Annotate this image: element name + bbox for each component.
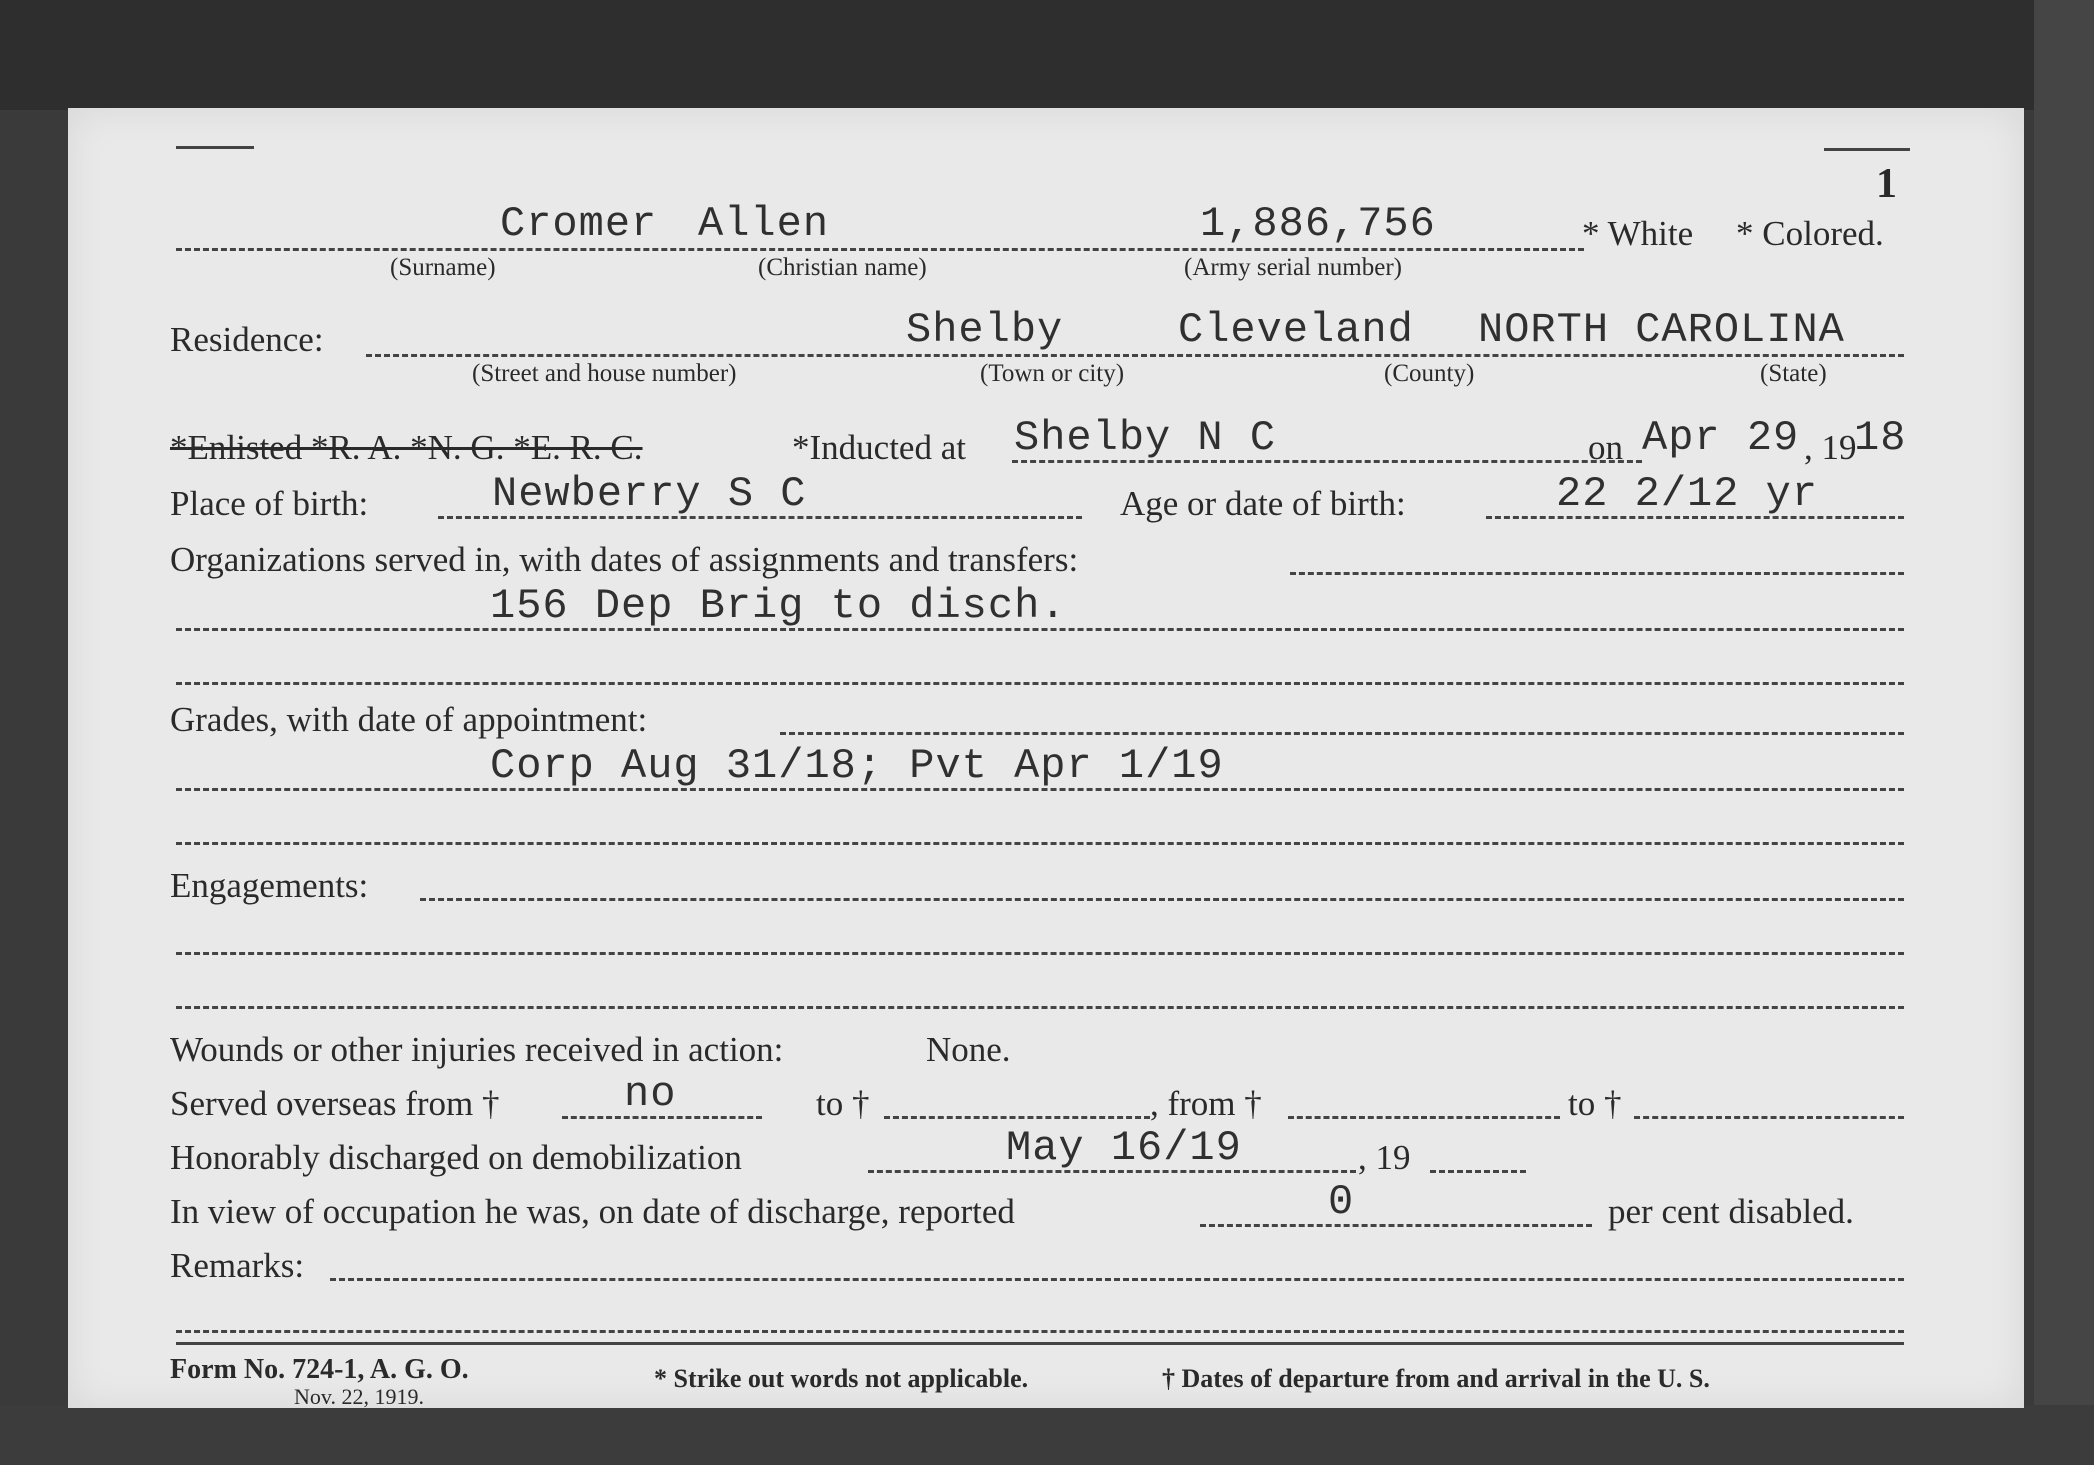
engagements-line-1 <box>420 898 1904 901</box>
form-date: Nov. 22, 1919. <box>294 1384 424 1409</box>
age-label: Age or date of birth: <box>1120 484 1406 523</box>
disability-suffix: per cent disabled. <box>1608 1192 1854 1231</box>
form-number: Form No. 724-1, A. G. O. <box>170 1354 469 1385</box>
state-caption: (State) <box>1760 360 1827 387</box>
wounds-value: None. <box>926 1030 1011 1069</box>
overseas-to2-line <box>1634 1116 1904 1119</box>
inducted-at-label: *Inducted at <box>792 428 966 467</box>
surname-value: Cromer <box>500 200 658 248</box>
grades-line-3 <box>176 842 1904 845</box>
name-line <box>176 248 1584 251</box>
surname-caption: (Surname) <box>390 254 496 281</box>
wounds-label: Wounds or other injuries received in action: <box>170 1030 784 1069</box>
organizations-line-3 <box>176 682 1904 685</box>
county-caption: (County) <box>1384 360 1475 387</box>
card-number: 1 <box>1876 161 1897 207</box>
served-overseas-label: Served overseas from † <box>170 1084 500 1123</box>
residence-line <box>366 354 1904 357</box>
discharge-label: Honorably discharged on demobilization <box>170 1138 742 1177</box>
service-record-card <box>68 108 2024 1408</box>
street-caption: (Street and house number) <box>472 360 737 387</box>
christian-name-value: Allen <box>698 200 830 248</box>
remarks-label: Remarks: <box>170 1246 305 1285</box>
engagements-line-3 <box>176 1006 1904 1009</box>
engagements-label: Engagements: <box>170 866 369 905</box>
grades-label: Grades, with date of appointment: <box>170 700 648 739</box>
overseas-value: no <box>624 1070 677 1118</box>
town-caption: (Town or city) <box>980 360 1125 387</box>
footer-rule <box>176 1342 1904 1345</box>
discharge-year-line <box>1430 1170 1526 1173</box>
age-value: 22 2/12 yr <box>1556 470 1819 518</box>
serial-caption: (Army serial number) <box>1184 254 1402 281</box>
grades-value: Corp Aug 31/18; Pvt Apr 1/19 <box>490 742 1224 790</box>
remarks-line-1 <box>330 1278 1904 1281</box>
place-of-birth-value: Newberry S C <box>492 470 807 518</box>
residence-state: NORTH CAROLINA <box>1478 306 1845 354</box>
scan-background-top <box>0 0 2094 110</box>
discharge-date: May 16/19 <box>1006 1124 1242 1172</box>
discharge-year-prefix: , 19 <box>1358 1138 1411 1177</box>
top-right-rule <box>1824 148 1910 151</box>
place-of-birth-label: Place of birth: <box>170 484 369 523</box>
disability-value: 0 <box>1328 1178 1355 1226</box>
induction-year: 18 <box>1854 414 1907 462</box>
strike-out-note: * Strike out words not applicable. <box>654 1364 1029 1393</box>
colored-option: * Colored. <box>1736 214 1884 253</box>
disability-label: In view of occupation he was, on date of discharge, reported <box>170 1192 1015 1231</box>
serial-number-value: 1,886,756 <box>1200 200 1436 248</box>
residence-label: Residence: <box>170 320 324 359</box>
induction-year-prefix: , 19 <box>1804 428 1857 467</box>
induction-date: Apr 29 <box>1642 414 1800 462</box>
grades-line-1 <box>780 732 1904 735</box>
residence-county: Cleveland <box>1178 306 1414 354</box>
overseas-to-label: to † <box>816 1084 870 1123</box>
organizations-line-1 <box>1290 572 1904 575</box>
overseas-from2-line <box>1288 1116 1560 1119</box>
organizations-label: Organizations served in, with dates of assignments and transfers: <box>170 540 1079 579</box>
on-label: on <box>1588 428 1623 467</box>
disability-line <box>1200 1224 1592 1227</box>
overseas-to2-label: to † <box>1568 1084 1622 1123</box>
white-option: * White <box>1582 214 1694 253</box>
scan-background-bottom <box>0 1405 2094 1465</box>
top-left-rule <box>176 146 254 149</box>
organizations-value: 156 Dep Brig to disch. <box>490 582 1067 630</box>
engagements-line-2 <box>176 952 1904 955</box>
inducted-place: Shelby N C <box>1014 414 1277 462</box>
enlisted-options: *Enlisted *R. A. *N. G. *E. R. C. <box>170 428 643 467</box>
residence-town: Shelby <box>906 306 1064 354</box>
scan-background-right <box>2034 0 2094 1465</box>
overseas-from2-label: , from † <box>1150 1084 1262 1123</box>
overseas-to-line <box>884 1116 1150 1119</box>
remarks-line-2 <box>176 1330 1904 1333</box>
dates-note: † Dates of departure from and arrival in the U. S. <box>1162 1364 1710 1393</box>
christian-name-caption: (Christian name) <box>758 254 927 281</box>
